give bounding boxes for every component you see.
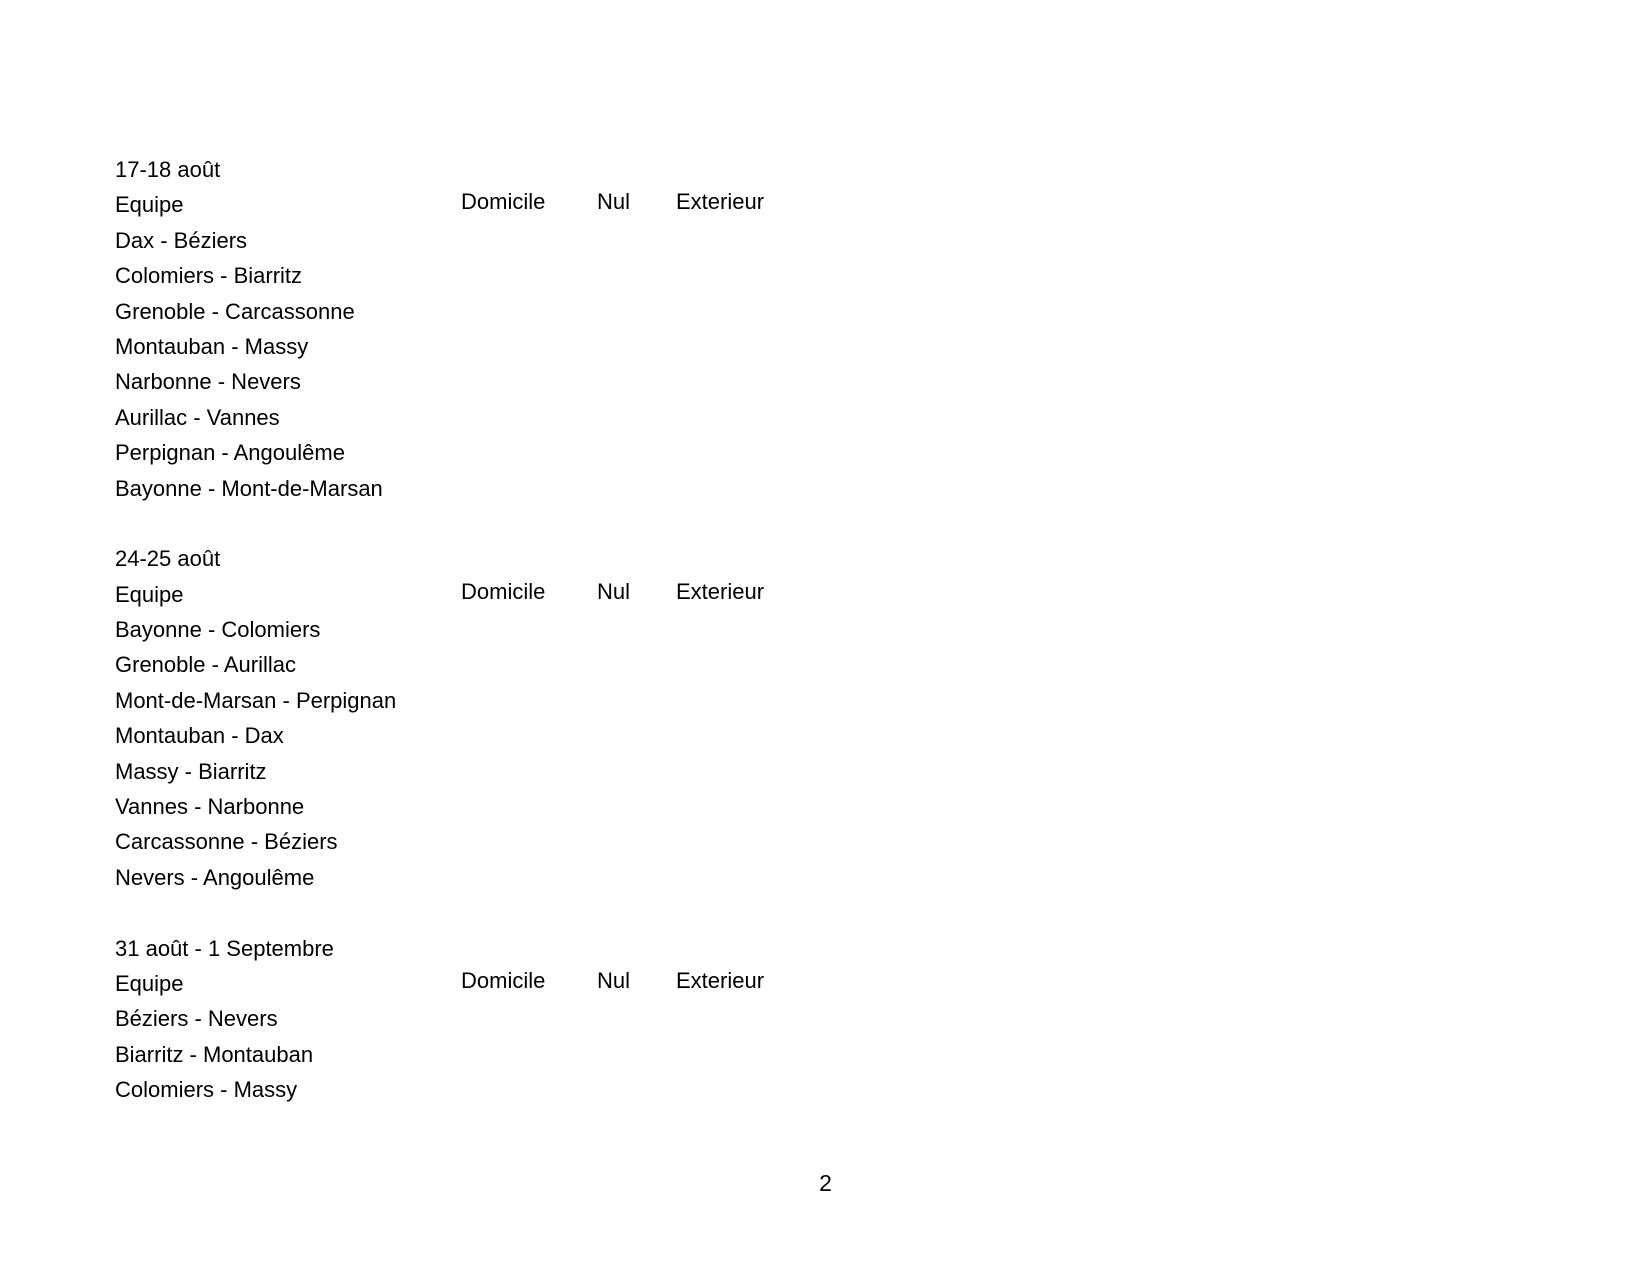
match-row (115, 860, 1515, 895)
match-teams: Montauban - Massy (115, 333, 309, 359)
match-teams: Grenoble - Carcassonne (115, 298, 355, 324)
match-teams: Mont-de-Marsan - Perpignan (115, 687, 397, 713)
match-row (115, 718, 1515, 753)
match-teams: Perpignan - Angoulême (115, 440, 345, 466)
match-teams: Massy - Biarritz (115, 758, 267, 784)
match-teams: Béziers - Nevers (115, 1006, 278, 1032)
header-home: Domicile (461, 189, 546, 215)
header-team: Equipe (115, 192, 184, 218)
round-date: 24-25 août (115, 546, 221, 572)
header-away: Exterieur (676, 189, 765, 215)
match-row (115, 1001, 1515, 1036)
round-section (115, 541, 1515, 895)
round-date-row (115, 931, 1515, 966)
match-row (115, 789, 1515, 824)
match-row (115, 1037, 1515, 1072)
round-date-row (115, 541, 1515, 576)
column-header-row (115, 187, 1515, 222)
match-row (115, 364, 1515, 399)
header-team: Equipe (115, 581, 184, 607)
match-row (115, 471, 1515, 506)
header-away: Exterieur (676, 578, 765, 604)
match-row (115, 223, 1515, 258)
match-teams: Bayonne - Colomiers (115, 617, 321, 643)
header-draw: Nul (597, 189, 631, 215)
match-teams: Aurillac - Vannes (115, 404, 280, 430)
match-row (115, 647, 1515, 682)
match-teams: Biarritz - Montauban (115, 1041, 314, 1067)
match-teams: Colomiers - Biarritz (115, 263, 303, 289)
match-row (115, 612, 1515, 647)
header-draw: Nul (597, 578, 631, 604)
round-date-row (115, 152, 1515, 187)
match-row (115, 435, 1515, 470)
match-teams: Montauban - Dax (115, 723, 284, 749)
section-spacer (115, 506, 1515, 541)
header-team: Equipe (115, 970, 184, 996)
match-row (115, 294, 1515, 329)
match-row (115, 824, 1515, 859)
schedule-content (115, 152, 1515, 1108)
match-teams: Nevers - Angoulême (115, 864, 315, 890)
round-section (115, 931, 1515, 1108)
header-draw: Nul (597, 967, 631, 993)
match-teams: Vannes - Narbonne (115, 794, 305, 820)
header-away: Exterieur (676, 967, 765, 993)
match-row (115, 258, 1515, 293)
match-row (115, 400, 1515, 435)
round-section (115, 152, 1515, 506)
match-teams: Carcassonne - Béziers (115, 829, 338, 855)
match-row (115, 329, 1515, 364)
match-teams: Narbonne - Nevers (115, 369, 301, 395)
round-date: 17-18 août (115, 157, 221, 182)
section-spacer (115, 895, 1515, 930)
match-row (115, 683, 1515, 718)
match-teams: Bayonne - Mont-de-Marsan (115, 475, 383, 501)
round-date: 31 août - 1 Septembre (115, 935, 334, 961)
column-header-row (115, 577, 1515, 612)
header-home: Domicile (461, 967, 546, 993)
match-teams: Dax - Béziers (115, 227, 248, 253)
match-row (115, 754, 1515, 789)
match-row (115, 1072, 1515, 1107)
match-teams: Grenoble - Aurillac (115, 652, 296, 678)
match-teams: Colomiers - Massy (115, 1077, 298, 1103)
page-number: 2 (819, 1170, 832, 1196)
column-header-row (115, 966, 1515, 1001)
header-home: Domicile (461, 578, 546, 604)
